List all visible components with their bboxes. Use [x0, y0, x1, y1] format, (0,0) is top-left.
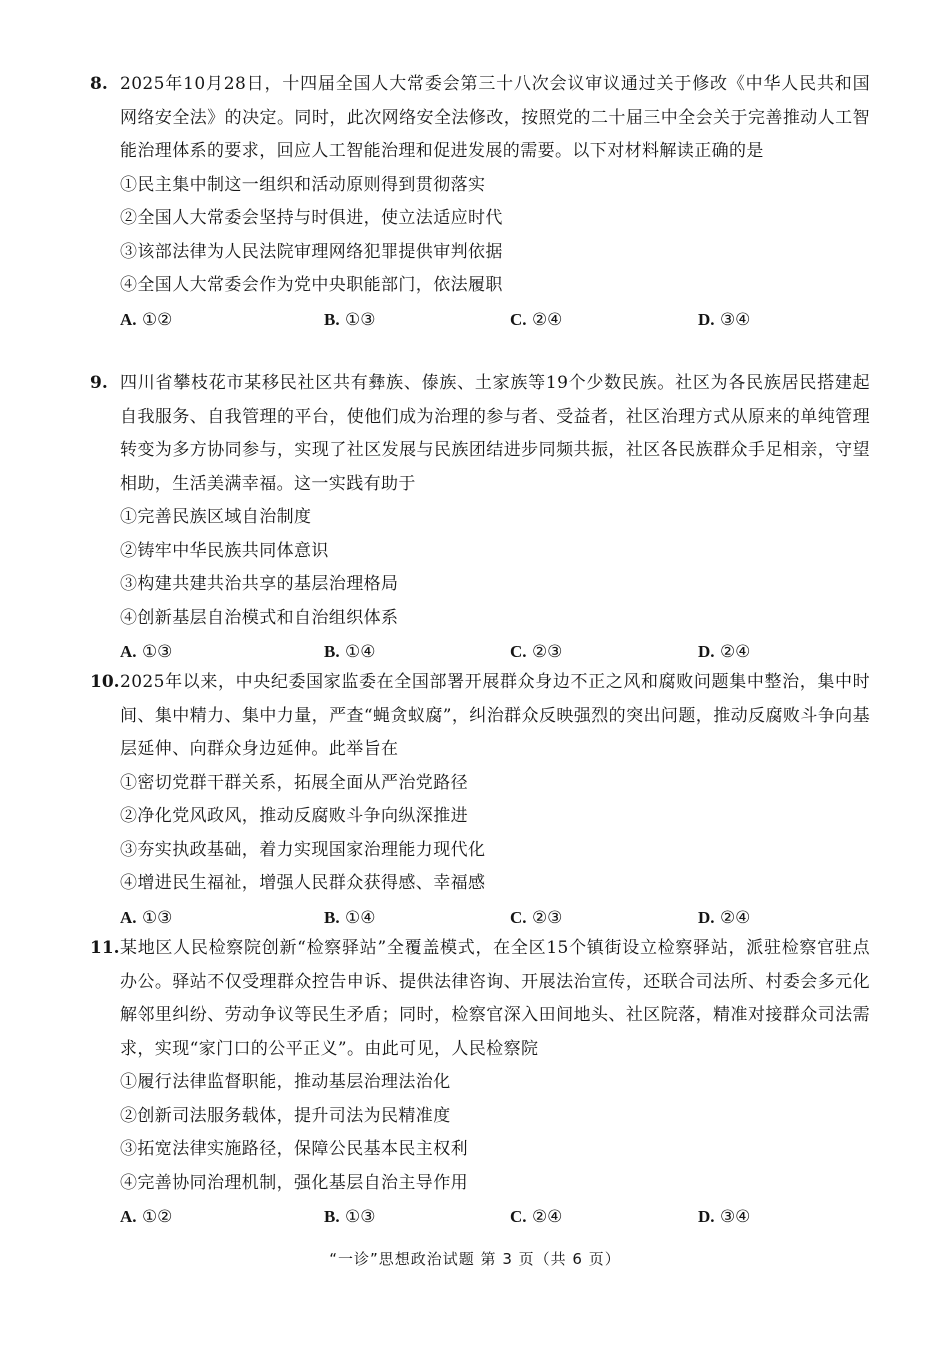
choice-letter: B.: [324, 309, 340, 329]
choice-value: ①④: [345, 907, 376, 928]
statement-item: ②创新司法服务载体，提升司法为民精准度: [120, 1105, 451, 1126]
question-stem: [90, 68, 870, 169]
choice-value: ②④: [719, 907, 751, 928]
choice-letter: A.: [120, 1207, 137, 1226]
choice-value: ①②: [141, 309, 173, 330]
question-number: 10.: [90, 672, 120, 692]
choice-value: ①③: [141, 642, 173, 662]
choice-a: [120, 635, 172, 670]
choice-d: [698, 635, 750, 670]
answer-choices: [90, 1200, 870, 1234]
statement-item: ③该部法律为人民法院审理网络犯罪提供审判依据: [120, 241, 503, 262]
choice-value: ①②: [141, 1207, 173, 1227]
question-11: [90, 932, 870, 1234]
choice-letter: D.: [698, 1207, 715, 1226]
choice-value: ①④: [345, 642, 376, 662]
choice-letter: D.: [698, 907, 715, 927]
choice-letter: B.: [324, 642, 340, 661]
question-stem: [90, 932, 870, 1066]
choice-b: [324, 635, 375, 670]
choice-c: [510, 901, 562, 936]
statement-item: ③夯实执政基础，着力实现国家治理能力现代化: [120, 839, 486, 860]
question-9: [90, 367, 870, 669]
choice-b: [324, 1200, 375, 1235]
choice-d: [698, 303, 750, 338]
choice-a: [120, 1200, 172, 1235]
choice-d: [698, 901, 750, 936]
choice-value: ②④: [531, 1207, 563, 1227]
choice-a: [120, 303, 172, 338]
question-8: [90, 68, 870, 336]
statement-list: [120, 169, 870, 303]
choice-c: [510, 1200, 562, 1235]
statement-list: [120, 767, 870, 901]
statement-item: ②全国人大常委会坚持与时俱进，使立法适应时代: [120, 208, 503, 228]
statement-list: [120, 1066, 870, 1200]
choice-value: ③④: [719, 309, 751, 330]
choice-value: ③④: [719, 1207, 751, 1227]
question-text: 四川省攀枝花市某移民社区共有彝族、傣族、土家族等19个少数民族。社区为各民族居民搭建起自我服务、自我管理的平台，使他们成为治理的参与者、受益者，社区治理方式从原来的单纯管理转变为多方协同参与，实现了社区发展与民族团结进步同频共振，社区各民族群众手足相亲，守望相助，生活美满幸福。这一实践有助于: [120, 373, 870, 494]
statement-item: ①履行法律监督职能，推动基层治理法治化: [120, 1072, 451, 1092]
statement-item: ④全国人大常委会作为党中央职能部门，依法履职: [120, 275, 503, 295]
choice-value: ②③: [531, 907, 563, 928]
choice-d: [698, 1200, 750, 1235]
choice-value: ②④: [531, 309, 563, 330]
choice-letter: A.: [120, 642, 137, 661]
question-stem: [90, 367, 870, 501]
page-footer: “一诊”思想政治试题 第 3 页（共 6 页）: [329, 1250, 621, 1268]
statement-item: ①密切党群干群关系，拓展全面从严治党路径: [120, 772, 468, 793]
choice-letter: D.: [698, 309, 715, 329]
choice-letter: C.: [510, 907, 527, 927]
statement-item: ①民主集中制这一组织和活动原则得到贯彻落实: [120, 174, 486, 195]
choice-value: ①③: [345, 1207, 376, 1227]
choice-letter: C.: [510, 309, 527, 329]
statement-item: ②净化党风政风，推动反腐败斗争向纵深推进: [120, 806, 468, 826]
choice-b: [324, 303, 375, 338]
statement-item: ③拓宽法律实施路径，保障公民基本民主权利: [120, 1139, 468, 1159]
answer-choices: [90, 303, 870, 337]
question-text: 2025年以来，中央纪委国家监委在全国部署开展群众身边不正之风和腐败问题集中整治，集中时间、集中精力、集中力量，严查“蝇贪蚁腐”，纠治群众反映强烈的突出问题，推动反腐败斗争向基层延伸、向群众身边延伸。此举旨在: [120, 672, 870, 759]
question-text: 2025年10月28日，十四届全国人大常委会第三十八次会议审议通过关于修改《中华人民共和国网络安全法》的决定。同时，此次网络安全法修改，按照党的二十届三中全会关于完善推动人工智能治理体系的要求，回应人工智能治理和促进发展的需要。以下对材料解读正确的是: [120, 74, 870, 161]
statement-item: ④增进民生福祉，增强人民群众获得感、幸福感: [120, 873, 486, 893]
question-10: [90, 666, 870, 934]
choice-c: [510, 635, 562, 670]
choice-value: ②③: [531, 642, 563, 662]
question-number: 8.: [90, 74, 108, 94]
choice-letter: A.: [120, 907, 137, 927]
statement-item: ③构建共建共治共享的基层治理格局: [120, 574, 399, 594]
question-text: 某地区人民检察院创新“检察驿站”全覆盖模式，在全区15个镇街设立检察驿站，派驻检察官驻点办公。驿站不仅受理群众控告申诉、提供法律咨询、开展法治宣传，还联合司法所、村委会多元化解邻里纠纷、劳动争议等民生矛盾；同时，检察官深入田间地头、社区院落，精准对接群众司法需求，实现“家门口的公平正义”。由此可见，人民检察院: [120, 938, 870, 1059]
choice-c: [510, 303, 562, 338]
question-number: 11.: [90, 938, 120, 958]
answer-choices: [90, 901, 870, 935]
statement-item: ①完善民族区域自治制度: [120, 507, 312, 527]
choice-letter: B.: [324, 907, 340, 927]
choice-letter: B.: [324, 1207, 340, 1226]
statement-list: [120, 501, 870, 635]
choice-letter: A.: [120, 309, 137, 329]
statement-item: ④创新基层自治模式和自治组织体系: [120, 607, 399, 628]
choice-letter: D.: [698, 642, 715, 661]
choice-b: [324, 901, 375, 936]
question-number: 9.: [90, 373, 108, 393]
choice-letter: C.: [510, 1207, 527, 1226]
statement-item: ④完善协同治理机制，强化基层自治主导作用: [120, 1172, 468, 1193]
question-stem: [90, 666, 870, 767]
answer-choices: [90, 635, 870, 669]
choice-value: ②④: [719, 642, 751, 662]
choice-a: [120, 901, 172, 936]
choice-value: ①③: [141, 907, 173, 928]
statement-item: ②铸牢中华民族共同体意识: [120, 540, 329, 561]
choice-value: ①③: [345, 309, 376, 330]
choice-letter: C.: [510, 642, 527, 661]
